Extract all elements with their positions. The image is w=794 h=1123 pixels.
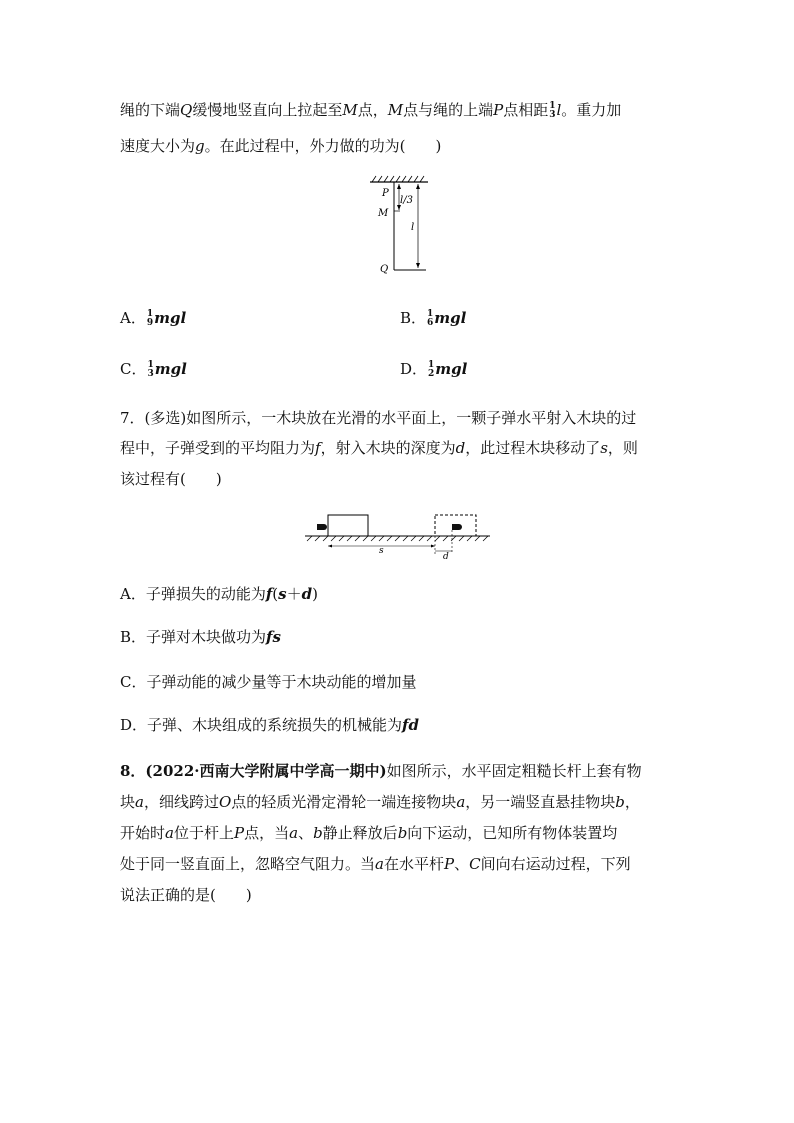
text: B．子弹对木块做功为 [120, 628, 267, 646]
var: M [387, 101, 404, 119]
text: 点与绳的上端 [403, 101, 494, 119]
label-d: d [443, 552, 449, 562]
text: 块 [120, 793, 136, 811]
var: b [615, 793, 625, 811]
rope-figure [360, 176, 440, 276]
var: fd [402, 716, 419, 734]
frac-den: 3 [147, 369, 154, 379]
frac-num: 1 [427, 309, 434, 319]
var: a [135, 793, 144, 811]
var: f [265, 585, 273, 603]
frac-num: 1 [428, 360, 435, 370]
fraction [549, 102, 555, 120]
option-letter: D． [400, 360, 428, 378]
text: ，则 [607, 439, 638, 457]
option-b[interactable] [400, 308, 466, 328]
fraction [427, 310, 433, 328]
text: A．子弹损失的动能为 [120, 585, 266, 603]
option-c[interactable] [120, 359, 187, 379]
var: P [233, 824, 245, 842]
text: D．子弹、木块组成的系统损失的机械能为 [120, 716, 403, 734]
q6-text-line2 [120, 136, 441, 156]
var: g [195, 137, 205, 155]
frac-num: 1 [146, 309, 154, 319]
q7-text-line1: 7．(多选)如图所示，一木块放在光滑的水平面上，一颗子弹水平射入木块的过 [120, 409, 637, 427]
var: P [443, 855, 455, 873]
text: ，细线跨过 [143, 793, 219, 811]
var: a [165, 824, 174, 842]
option-expr: mgl [154, 360, 187, 378]
frac-den: 6 [427, 318, 434, 328]
label-l3: l/3 [400, 195, 413, 206]
q7-text-line2 [120, 438, 638, 458]
var: s [600, 439, 608, 457]
frac-den: 2 [428, 369, 435, 379]
text: ) [312, 585, 318, 603]
text: 向下运动，已知所有物体装置均 [407, 824, 618, 842]
var: b [397, 824, 408, 842]
q7-text-line3: 该过程有( ) [120, 470, 222, 488]
text: 、 [454, 855, 470, 873]
text: 。在此过程中，外力做的功为( ) [204, 137, 442, 155]
var: b [313, 824, 323, 842]
q8-text-line3 [120, 823, 617, 843]
label-M: M [378, 208, 389, 219]
var: l [556, 101, 562, 119]
var: Q [180, 101, 193, 119]
text: 缓慢地竖直向上拉起至 [192, 101, 343, 119]
q7-option-a[interactable] [120, 584, 318, 604]
label-Q: Q [380, 264, 389, 275]
text: ，射入木块的深度为 [320, 439, 456, 457]
label-P: P [382, 188, 389, 199]
text: 处于同一竖直面上，忽略空气阻力。当 [120, 855, 376, 873]
q8-text-line1 [120, 761, 642, 781]
block-initial [328, 515, 368, 536]
var: d [455, 439, 466, 457]
var: a [289, 824, 299, 842]
q8-text-line2 [120, 792, 640, 812]
text: 。重力加 [561, 101, 622, 119]
text: 位于杆上 [173, 824, 234, 842]
frac-den: 3 [549, 110, 556, 120]
bullet-initial [317, 524, 327, 530]
var: M [342, 101, 358, 119]
q6-text-line1 [120, 100, 621, 120]
label-s: s [379, 546, 384, 556]
option-expr: mgl [434, 309, 467, 327]
var: P [493, 101, 504, 119]
text: 静止释放后 [322, 824, 398, 842]
text: 点相距 [503, 101, 549, 119]
option-letter: A． [120, 309, 146, 327]
var: a [456, 793, 466, 811]
text: 间向右运动过程，下列 [480, 855, 631, 873]
text: 开始时 [120, 824, 166, 842]
option-a[interactable] [120, 308, 186, 328]
q7-option-d[interactable] [120, 715, 419, 735]
frac-num: 1 [549, 101, 556, 111]
fraction [147, 361, 153, 379]
q7-option-c[interactable]: C．子弹动能的减少量等于木块动能的增加量 [120, 673, 417, 691]
text: 程中，子弹受到的平均阻力为 [120, 439, 316, 457]
text: ( [272, 585, 279, 603]
var: s [278, 585, 287, 603]
var: a [375, 855, 384, 873]
q7-option-b[interactable] [120, 627, 281, 647]
option-letter: C． [120, 360, 147, 378]
text: 绳的下端 [120, 101, 181, 119]
bullet-block-figure [305, 510, 490, 560]
bullet-final [452, 524, 462, 530]
option-expr: mgl [154, 309, 187, 327]
text: 点，当 [244, 824, 290, 842]
q8-text-line5: 说法正确的是( ) [120, 886, 252, 904]
option-expr: mgl [435, 360, 468, 378]
frac-num: 1 [147, 360, 154, 370]
option-letter: B． [400, 309, 427, 327]
fraction [147, 310, 153, 328]
source-tag: 8．(2022·西南大学附属中学高一期中) [120, 762, 387, 780]
text: ，另一端竖直悬挂物块 [465, 793, 616, 811]
fraction [428, 361, 434, 379]
var: d [301, 585, 313, 603]
option-d[interactable] [400, 359, 467, 379]
text: 速度大小为 [120, 137, 196, 155]
ceiling-hatch [370, 176, 428, 182]
text: ＋ [286, 585, 302, 603]
var: fs [266, 628, 281, 646]
text: ， [624, 793, 640, 811]
text: 、 [298, 824, 314, 842]
frac-den: 9 [146, 318, 154, 328]
text: 在水平杆 [383, 855, 444, 873]
text: 点， [357, 101, 388, 119]
text: 如图所示，水平固定粗糙长杆上套有物 [386, 762, 642, 780]
q8-text-line4 [120, 854, 631, 874]
var: O [218, 793, 232, 811]
text: ，此过程木块移动了 [465, 439, 601, 457]
text: 点的轻质光滑定滑轮一端连接物块 [231, 793, 457, 811]
var: f [315, 439, 321, 457]
var: C [469, 855, 481, 873]
label-l: l [411, 222, 415, 233]
